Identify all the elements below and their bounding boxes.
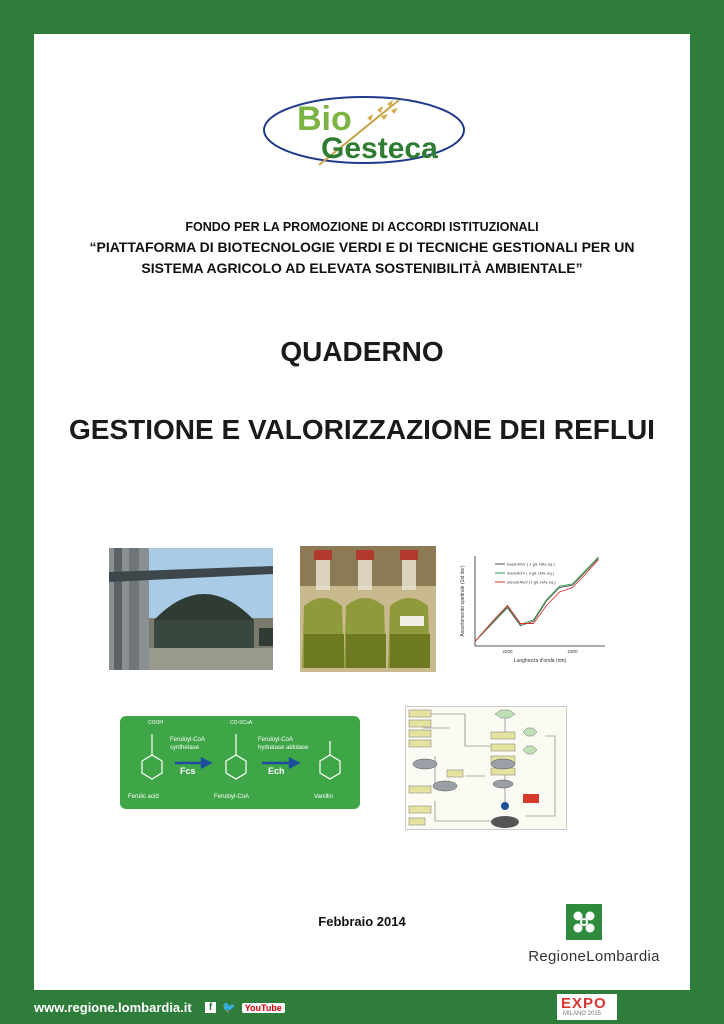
x-tick-label-0: 2200 <box>502 649 513 654</box>
document-title: QUADERNO <box>280 336 444 367</box>
cover-page <box>34 34 690 990</box>
regione-lombardia-logo <box>514 904 674 974</box>
legend-label-0: bassi AGV ( 1 g/L HAc eq.) <box>507 561 555 567</box>
pathway-diagram: COOH CO-SCoA Feruloyl-CoA synthetase Feruloyl-CoA hydratase aldolase Fcs Ech Ferulic acid Feruloyl-CoA Vanillin <box>120 716 360 809</box>
youtube-icon[interactable]: YouTube <box>242 1003 285 1013</box>
document-subtitle: GESTIONE E VALORIZZAZIONE DEI REFLUI <box>69 414 655 445</box>
y-axis-label: Assorbimento spettrale (1st der) <box>460 565 466 637</box>
region-name: RegioneLombardia <box>528 948 660 965</box>
legend-label-1: medi AGV ( 3 g/L HAc eq.) <box>507 570 554 576</box>
x-axis-label: Lunghezza d'onda (nm) <box>513 658 567 664</box>
expo-logo-word: EXPO <box>561 995 607 1012</box>
svg-text:Gesteca: Gesteca <box>321 132 438 165</box>
biogas-plant-photo <box>109 548 273 670</box>
institution-line-1: FONDO PER LA PROMOZIONE DI ACCORDI ISTITUZIONALI <box>185 220 539 234</box>
x-tick-label-1: 2300 <box>567 649 578 654</box>
twitter-icon[interactable]: 🐦 <box>222 1002 236 1014</box>
flasks-photo <box>300 546 436 672</box>
website-link[interactable]: www.regione.lombardia.it <box>34 1000 192 1015</box>
facebook-icon[interactable]: f <box>205 1002 216 1013</box>
regione-lombardia-emblem <box>566 904 602 940</box>
publication-date: Febbraio 2014 <box>318 914 406 929</box>
institution-line-2: “PIATTAFORMA DI BIOTECNOLOGIE VERDI E DI TECNICHE GESTIONALI PER UN <box>89 239 635 255</box>
expo-logo <box>557 994 617 1020</box>
spectrum-chart <box>455 546 607 676</box>
biogesteca-logo <box>259 90 469 170</box>
social-links <box>205 1001 285 1014</box>
process-flowchart <box>405 706 567 830</box>
expo-logo-sub: MILANO 2015 <box>563 1011 602 1017</box>
svg-text:Bio: Bio <box>297 100 352 138</box>
institution-line-3: SISTEMA AGRICOLO AD ELEVATA SOSTENIBILITÀ AMBIENTALE” <box>141 260 583 276</box>
legend-label-2: elevati AGV (7 g/L HAc eq.) <box>507 579 556 585</box>
